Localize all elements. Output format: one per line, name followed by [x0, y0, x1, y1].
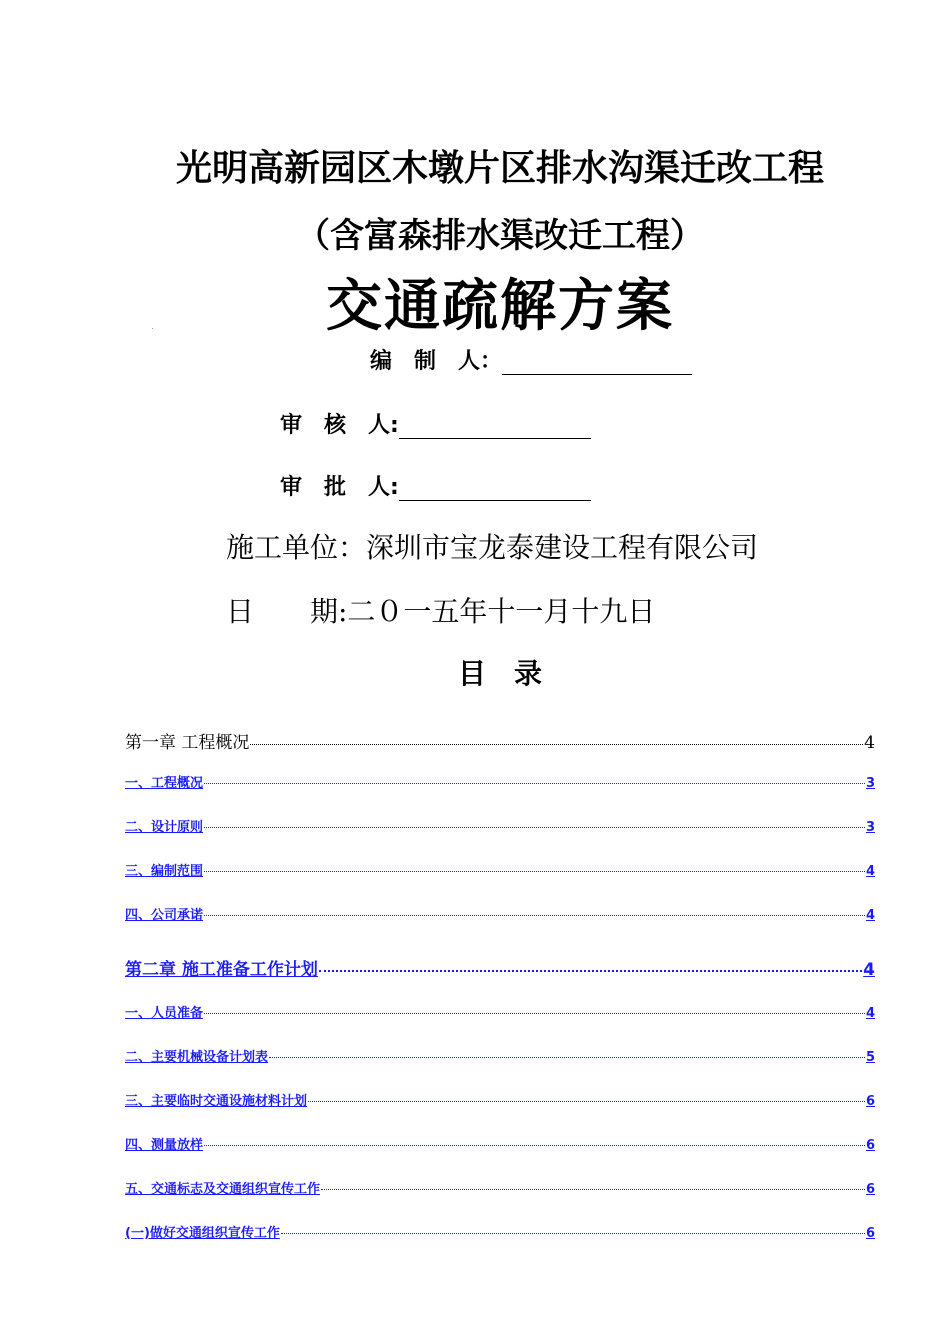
document-title-line1: 光明高新园区木墩片区排水沟渠迁改工程 — [175, 147, 824, 189]
toc-entry-page: 4 — [864, 733, 875, 753]
scan-speck — [152, 328, 153, 329]
toc-dot-leader — [321, 1189, 865, 1190]
toc-entry[interactable] — [125, 904, 875, 923]
approver-signature-row — [280, 470, 591, 501]
toc-entry-title: 第一章 工程概况 — [125, 733, 250, 753]
date-line: 日 期:二０一五年十一月十九日 — [226, 595, 656, 628]
contractor-line: 施工单位：深圳市宝龙泰建设工程有限公司 — [226, 531, 759, 564]
toc-entry-title: 二、主要机械设备计划表 — [125, 1050, 269, 1065]
compiler-signature-line — [502, 352, 692, 375]
toc-entry-title: 一、人员准备 — [125, 1006, 204, 1021]
toc-entry[interactable] — [125, 860, 875, 879]
toc-entry[interactable] — [125, 1134, 875, 1153]
toc-entry-title: 三、主要临时交通设施材料计划 — [125, 1094, 308, 1109]
toc-dot-leader — [204, 1145, 865, 1146]
toc-dot-leader — [204, 783, 865, 784]
toc-entry-title: 三、编制范围 — [125, 864, 204, 879]
toc-entry-title: 第二章 施工准备工作计划 — [125, 960, 318, 980]
toc-entry[interactable] — [125, 816, 875, 835]
toc-dot-leader — [250, 744, 863, 745]
approver-label: 审 批 人: — [280, 475, 399, 500]
toc-entry[interactable] — [125, 772, 875, 791]
toc-dot-leader — [281, 1233, 865, 1234]
toc-entry-page: 3 — [865, 820, 875, 835]
toc-entry[interactable] — [125, 1090, 875, 1109]
toc-entry[interactable] — [125, 955, 875, 980]
approver-signature-line — [399, 478, 591, 501]
toc-entry-page: 4 — [865, 864, 875, 879]
toc-entry-title: 二、设计原则 — [125, 820, 204, 835]
toc-dot-leader — [204, 1013, 865, 1014]
reviewer-signature-row — [280, 408, 591, 439]
toc-entry[interactable] — [125, 1178, 875, 1197]
toc-entry-page: 6 — [865, 1094, 875, 1109]
toc-dot-leader — [308, 1101, 865, 1102]
toc-dot-leader — [204, 827, 865, 828]
compiler-label: 编 制 人： — [370, 349, 503, 374]
toc-entry-page: 4 — [865, 1006, 875, 1021]
toc-entry-page: 6 — [865, 1226, 875, 1241]
compiler-signature-row — [370, 344, 692, 375]
toc-dot-leader — [319, 970, 862, 972]
toc-entry-title: 一、工程概况 — [125, 776, 204, 791]
toc-entry-page: 4 — [865, 908, 875, 923]
toc-entry-title: 四、公司承诺 — [125, 908, 204, 923]
reviewer-label: 审 核 人: — [280, 413, 399, 438]
toc-entry[interactable] — [125, 1002, 875, 1021]
toc-entry-title: 五、交通标志及交通组织宣传工作 — [125, 1182, 321, 1197]
toc-heading: 目 录 — [457, 657, 542, 690]
toc-entry-title: 四、测量放样 — [125, 1138, 204, 1153]
toc-entry[interactable] — [125, 1222, 875, 1241]
toc-entry-title: (一)做好交通组织宣传工作 — [125, 1226, 280, 1241]
toc-entry-page: 5 — [865, 1050, 875, 1065]
reviewer-signature-line — [399, 416, 591, 439]
toc-dot-leader — [204, 915, 865, 916]
toc-dot-leader — [269, 1057, 865, 1058]
toc-entry — [125, 728, 875, 753]
toc-entry-page: 6 — [865, 1138, 875, 1153]
toc-entry-page: 6 — [865, 1182, 875, 1197]
toc-entry-page: 3 — [865, 776, 875, 791]
document-title-line2: （含富森排水渠改迁工程） — [296, 216, 704, 256]
document-main-title: 交通疏解方案 — [326, 274, 674, 339]
toc-entry-page: 4 — [863, 960, 875, 980]
toc-dot-leader — [204, 871, 865, 872]
toc-entry[interactable] — [125, 1046, 875, 1065]
